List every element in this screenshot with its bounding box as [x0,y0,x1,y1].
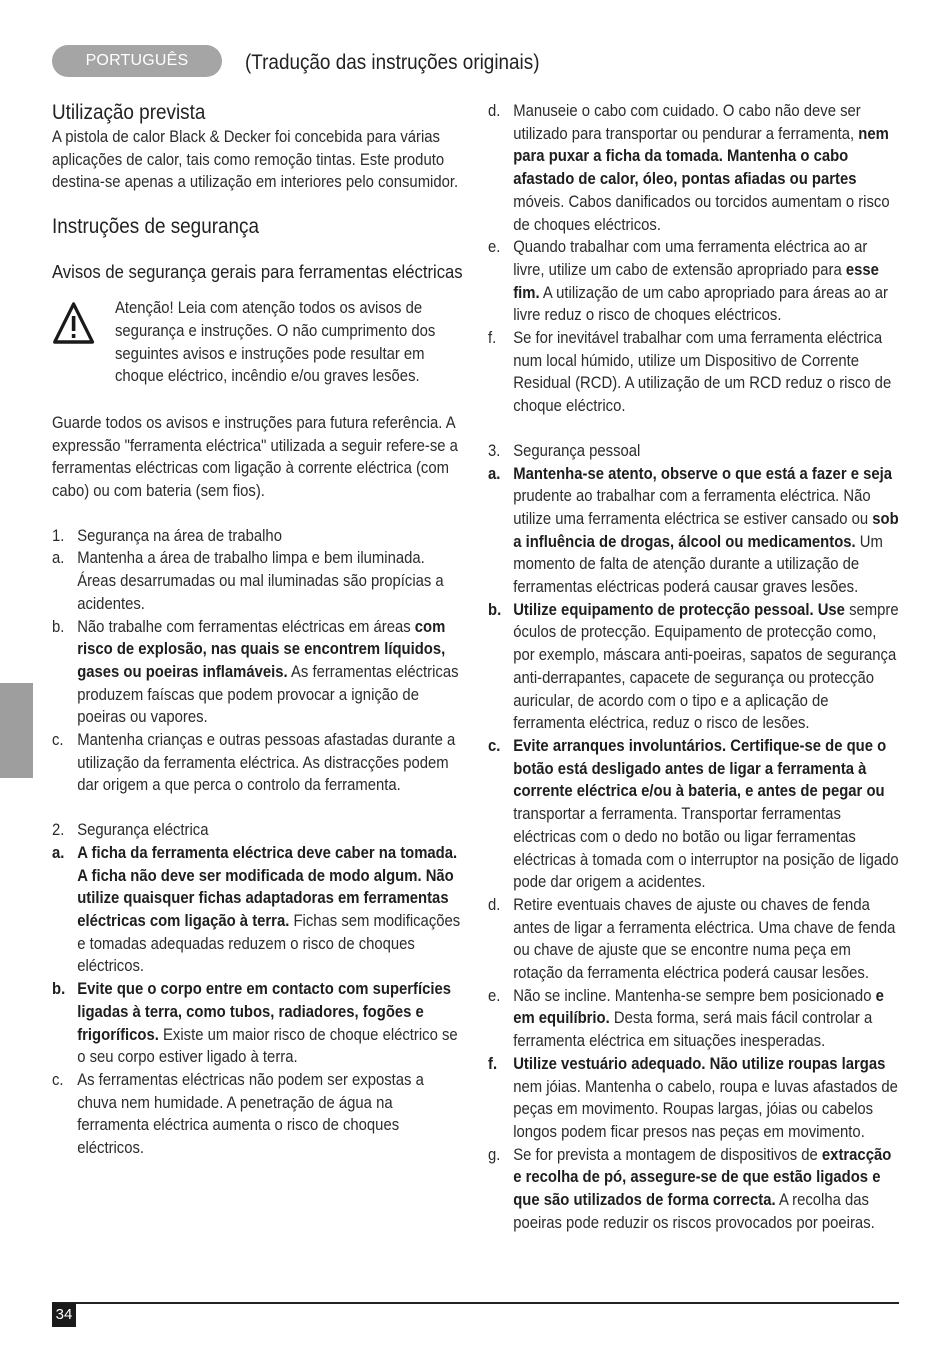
list-item: f. Se for inevitável trabalhar com uma ferramenta eléctrica num local húmido, utilize um Dispositivo de Corrente Residual (RCD). A utilização de um RCD reduz o risco de choque eléctrico. [488,329,892,416]
footer-divider [52,1302,899,1304]
safety-subheading: Avisos de segurança gerais para ferramentas eléctricas [52,261,463,283]
list-item: f. Utilize vestuário adequado. Não utilize roupas largas nem jóias. Mantenha o cabelo, roupa e luvas afastados de peças em movimento. Roupas largas, jóias ou cabelos longos podem ficar presos nas peças em movimento. [488,1054,898,1141]
section-number: 3. [488,441,501,460]
intended-use-heading: Utilização prevista [52,101,206,124]
list-item: c. As ferramentas eléctricas não podem ser expostas a chuva nem humidade. A penetração de água na ferramenta eléctrica aumenta o risco de choques eléctricos. [52,1070,424,1158]
right-column [488,100,900,1234]
list-item: a. Mantenha a área de trabalho limpa e bem iluminada. Áreas desarrumadas ou mal iluminadas são propícias a acidentes. [52,549,444,613]
page-number: 34 [52,1303,76,1327]
intended-use-text: A pistola de calor Black & Decker foi concebida para várias aplicações de calor, tais como remoção tintas. Este produto destina-se apenas a utilização em interiores pelo consumidor. [52,128,459,192]
list-item: c. Mantenha crianças e outras pessoas afastadas durante a utilização da ferramenta eléctrica. As distracções podem dar origem a que perca o controlo da ferramenta. [52,731,456,795]
list-item: a. Mantenha-se atento, observe o que está a fazer e seja prudente ao trabalhar com a ferramenta eléctrica. Não utilize uma ferramenta eléctrica se estiver cansado ou sob a influência de drogas, álcool ou medicamentos. Um momento de falta de atenção durante a utilização de ferramentas eléctricas poderá causar graves lesões. [488,464,899,597]
section-number: 2. [52,821,65,840]
list-item: c. Evite arranques involuntários. Certifique-se de que o botão está desligado antes de ligar a ferramenta à corrente eléctrica e/ou à bateria, e antes de pegar ou transportar a ferramenta. Transportar ferramentas eléctricas com o dedo no botão ou ligar ferramentas eléctricas à tomada com o interruptor na posição de ligado pode dar origem a acidentes. [488,736,899,892]
list-item: b. Utilize equipamento de protecção pessoal. Use sempre óculos de protecção. Equipamento de protecção como, por exemplo, máscara anti-poeiras, sapatos de segurança anti-derrapantes, capacete de segurança ou protecção auricular, de acordo com o tipo e a aplicação de ferramenta eléctrica, reduz o risco de lesões. [488,600,899,733]
warning-text: Atenção! Leia com atenção todos os avisos de segurança e instruções. O não cumprimento dos seguintes avisos e instruções pode resultar em choque eléctrico, incêndio e/ou graves lesões. [115,299,436,386]
save-instructions-text: Guarde todos os avisos e instruções para futura referência. A expressão "ferramenta eléctrica" utilizada a seguir refere-se a ferramentas eléctricas com ligação à corrente eléctrica (com cabo) ou com bateria (sem fios). [52,413,458,501]
language-badge: PORTUGUÊS [52,45,222,77]
list-item: a. A ficha da ferramenta eléctrica deve caber na tomada. A ficha não deve ser modificada de modo algum. Não utilize quaisquer fichas adaptadoras em ferramentas eléctricas com ligação à terra. Fichas sem modificações e tomadas adequadas reduzem o risco de choques eléctricos. [52,843,461,976]
list-item: d. Manuseie o cabo com cuidado. O cabo não deve ser utilizado para transportar ou pendurar a ferramenta, nem para puxar a ficha da tomada. Mantenha o cabo afastado de calor, óleo, pontas afiadas ou partes móveis. Cabos danificados ou torcidos aumentam o risco de choques eléctricos. [488,102,890,234]
left-column [52,100,466,1160]
section-number: 1. [52,526,65,545]
section-work-area-title: 1. Segurança na área de trabalho [52,525,466,548]
warning-triangle-icon [52,301,95,345]
header-title: (Tradução das instruções originais) [245,51,540,74]
section-personal-title: 3. Segurança pessoal [488,440,900,463]
safety-heading: Instruções de segurança [52,215,259,239]
section-electrical-title: 2. Segurança eléctrica [52,819,466,842]
section-tab-marker [0,683,33,778]
list-item: e. Quando trabalhar com uma ferramenta eléctrica ao ar livre, utilize um cabo de extensão apropriado para esse fim. A utilização de um cabo apropriado para áreas ao ar livre reduz o risco de choques eléctricos. [488,238,889,325]
list-item: g. Se for prevista a montagem de dispositivos de extracção e recolha de pó, assegure-se de que estão ligados e que são utilizados de forma correcta. A recolha das poeiras pode reduzir os riscos provocados por poeiras. [488,1145,892,1232]
list-item: e. Não se incline. Mantenha-se sempre bem posicionado e em equilíbrio. Desta forma, será mais fácil controlar a ferramenta eléctrica em situações inesperadas. [488,986,884,1051]
list-item: d. Retire eventuais chaves de ajuste ou chaves de fenda antes de ligar a ferramenta eléctrica. Uma chave de fenda ou chave de ajuste que se encontre numa peça em rotação da ferramenta eléctrica poderá causar lesões. [488,895,896,983]
warning-block [52,297,466,388]
list-item: b. Não trabalhe com ferramentas eléctricas em áreas com risco de explosão, nas quais se encontrem líquidos, gases ou poeiras inflamáveis. As ferramentas eléctricas produzem faíscas que podem provocar a ignição de poeiras ou vapores. [52,617,459,727]
list-item: b. Evite que o corpo entre em contacto com superfícies ligadas à terra, como tubos, radiadores, fogões e frigoríficos. Existe um maior risco de choque eléctrico se o seu corpo estiver ligado à terra. [52,980,458,1067]
